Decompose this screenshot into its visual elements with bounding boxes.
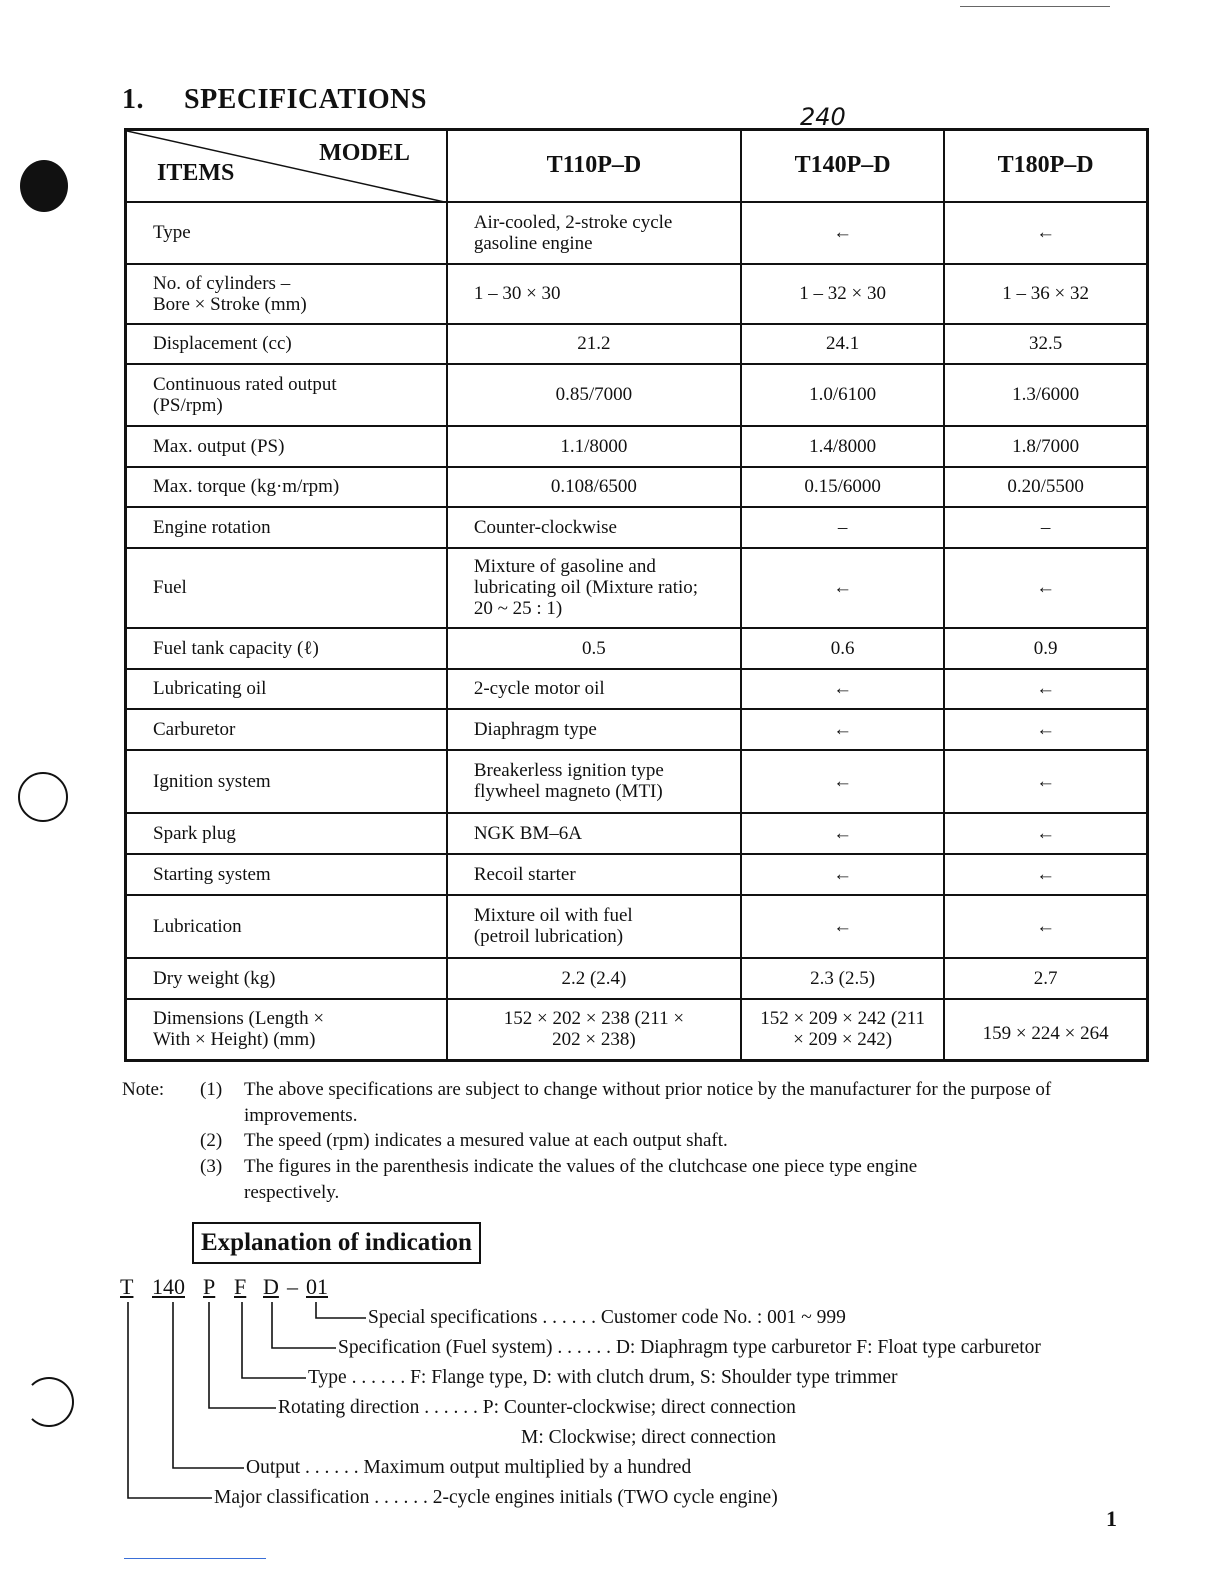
model-header: T110P–D: [447, 130, 741, 202]
cell-t110: 21.2: [447, 324, 741, 364]
row-item: Carburetor: [126, 709, 447, 750]
cell-t140: 1.0/6100: [741, 364, 944, 426]
cell-t180: ←: [944, 854, 1147, 895]
cell-t110: Counter-clockwise: [447, 507, 741, 548]
corner-header-cell: [126, 130, 447, 202]
cell-t140: ←: [741, 750, 944, 813]
table-row: [126, 548, 1148, 628]
row-item: No. of cylinders – Bore × Stroke (mm): [126, 264, 447, 324]
code-part-fuel: D: [263, 1274, 279, 1299]
explanation-rotation-clockwise: M: Clockwise; direct connection: [521, 1427, 777, 1448]
table-row: [126, 628, 1148, 669]
cell-t110: 152 × 202 × 238 (211 × 202 × 238): [447, 999, 741, 1061]
note-text: The speed (rpm) indicates a mesured value at each output shaft.: [244, 1130, 728, 1151]
cell-t180: ←: [944, 548, 1147, 628]
cell-t180: 0.9: [944, 628, 1147, 669]
cell-t140: 1 – 32 × 30: [741, 264, 944, 324]
row-item: Dimensions (Length × With × Height) (mm): [126, 999, 447, 1061]
corner-items-label: ITEMS: [157, 160, 235, 186]
note-text: The figures in the parenthesis indicate the values of the clutchcase one piece type engine respectively.: [244, 1156, 918, 1203]
cell-t180: ←: [944, 709, 1147, 750]
explanation-major: Major classification . . . . . . 2-cycle engines initials (TWO cycle engine): [214, 1487, 778, 1508]
cell-t180: 1 – 36 × 32: [944, 264, 1147, 324]
cell-t140: 2.3 (2.5): [741, 958, 944, 999]
cell-t110: 1 – 30 × 30: [447, 264, 741, 324]
cell-t140: 0.6: [741, 628, 944, 669]
cell-t180: ←: [944, 202, 1147, 264]
table-row: [126, 364, 1148, 426]
row-item: Starting system: [126, 854, 447, 895]
model-header: T140P–D: [741, 130, 944, 202]
table-row: [126, 813, 1148, 854]
cell-t110: Mixture of gasoline and lubricating oil (Mixture ratio; 20 ~ 25 : 1): [447, 548, 741, 628]
table-row: [126, 202, 1148, 264]
cell-t180: 1.3/6000: [944, 364, 1147, 426]
cell-t180: ←: [944, 813, 1147, 854]
cell-t140: 0.15/6000: [741, 467, 944, 507]
cell-t180: 0.20/5500: [944, 467, 1147, 507]
cell-t110: 0.108/6500: [447, 467, 741, 507]
cell-t140: ←: [741, 548, 944, 628]
cell-t110: 2-cycle motor oil: [447, 669, 741, 709]
table-row: [126, 999, 1148, 1061]
page-number: 1: [1106, 1506, 1117, 1531]
note-number: (2): [200, 1130, 223, 1151]
cell-t110: Diaphragm type: [447, 709, 741, 750]
cell-t180: 1.8/7000: [944, 426, 1147, 467]
cell-t110: 1.1/8000: [447, 426, 741, 467]
cell-t140: ←: [741, 202, 944, 264]
explanation-special: Special specifications . . . . . . Customer code No. : 001 ~ 999: [368, 1307, 846, 1328]
row-item: Engine rotation: [126, 507, 447, 548]
code-part-special: 01: [306, 1274, 328, 1299]
row-item: Type: [126, 202, 447, 264]
table-row: [126, 958, 1148, 999]
page-title: [122, 84, 427, 116]
cell-t180: ←: [944, 669, 1147, 709]
note-number: (1): [200, 1079, 223, 1100]
corner-model-label: MODEL: [319, 140, 410, 166]
cell-t140: ←: [741, 669, 944, 709]
table-row: [126, 854, 1148, 895]
bottom-edge-line: [124, 1558, 266, 1559]
cell-t110: Air-cooled, 2-stroke cycle gasoline engine: [447, 202, 741, 264]
note-label: Note:: [122, 1079, 165, 1100]
cell-t140: ←: [741, 895, 944, 958]
table-row: [126, 895, 1148, 958]
cell-t110: 0.5: [447, 628, 741, 669]
table-row: [126, 507, 1148, 548]
cell-t110: Recoil starter: [447, 854, 741, 895]
code-part-dash: –: [287, 1274, 298, 1299]
table-header-row: [126, 130, 1148, 202]
row-item: Ignition system: [126, 750, 447, 813]
table-row: [126, 669, 1148, 709]
cell-t140: ←: [741, 813, 944, 854]
code-part-rotation: P: [203, 1274, 216, 1299]
code-part-output: 140: [152, 1274, 185, 1299]
explanation-output: Output . . . . . . Maximum output multiplied by a hundred: [246, 1457, 692, 1478]
explanation-type: Type . . . . . . F: Flange type, D: with clutch drum, S: Shoulder type trimmer: [308, 1367, 898, 1388]
row-item: Lubrication: [126, 895, 447, 958]
cell-t140: 1.4/8000: [741, 426, 944, 467]
row-item: Lubricating oil: [126, 669, 447, 709]
cell-t140: –: [741, 507, 944, 548]
row-item: Dry weight (kg): [126, 958, 447, 999]
cell-t180: 159 × 224 × 264: [944, 999, 1147, 1061]
explanation-title: Explanation of indication: [192, 1222, 481, 1264]
row-item: Max. torque (kg·m/rpm): [126, 467, 447, 507]
cell-t140: 152 × 209 × 242 (211 × 209 × 242): [741, 999, 944, 1061]
binder-hole: [18, 772, 68, 822]
table-row: [126, 264, 1148, 324]
code-part-major: T: [120, 1274, 134, 1299]
cell-t110: 0.85/7000: [447, 364, 741, 426]
table-row: [126, 709, 1148, 750]
cell-t180: –: [944, 507, 1147, 548]
row-item: Continuous rated output (PS/rpm): [126, 364, 447, 426]
row-item: Displacement (cc): [126, 324, 447, 364]
row-item: Max. output (PS): [126, 426, 447, 467]
specifications-table: [124, 128, 1149, 1062]
cell-t110: 2.2 (2.4): [447, 958, 741, 999]
cell-t140: ←: [741, 709, 944, 750]
section-title: SPECIFICATIONS: [184, 84, 427, 115]
row-item: Fuel tank capacity (ℓ): [126, 628, 447, 669]
section-number: 1.: [122, 84, 144, 115]
cell-t110: Breakerless ignition type flywheel magneto (MTI): [447, 750, 741, 813]
table-row: [126, 750, 1148, 813]
table-row: [126, 467, 1148, 507]
row-item: Fuel: [126, 548, 447, 628]
table-row: [126, 426, 1148, 467]
cell-t110: NGK BM–6A: [447, 813, 741, 854]
top-edge-line: [960, 6, 1110, 7]
row-item: Spark plug: [126, 813, 447, 854]
note-text: The above specifications are subject to change without prior notice by the manufacturer for the purpose of improvements.: [244, 1079, 1052, 1126]
cell-t110: Mixture oil with fuel (petroil lubrication): [447, 895, 741, 958]
model-code: [0, 1274, 400, 1304]
handwritten-annotation: 240: [800, 103, 846, 131]
cell-t180: ←: [944, 750, 1147, 813]
notes-section: [122, 1077, 1082, 1207]
cell-t140: 24.1: [741, 324, 944, 364]
explanation-fuel-system: Specification (Fuel system) . . . . . . D: Diaphragm type carburetor F: Float type carburetor: [338, 1337, 1041, 1358]
code-part-type: F: [234, 1274, 247, 1299]
note-number: (3): [200, 1156, 223, 1177]
cell-t180: 32.5: [944, 324, 1147, 364]
explanation-rotation: Rotating direction . . . . . . P: Counter-clockwise; direct connection: [278, 1397, 796, 1418]
cell-t180: ←: [944, 895, 1147, 958]
cell-t180: 2.7: [944, 958, 1147, 999]
model-header: T180P–D: [944, 130, 1147, 202]
cell-t140: ←: [741, 854, 944, 895]
binder-hole-filled: [20, 160, 68, 212]
table-row: [126, 324, 1148, 364]
binder-hole: [24, 1377, 74, 1427]
